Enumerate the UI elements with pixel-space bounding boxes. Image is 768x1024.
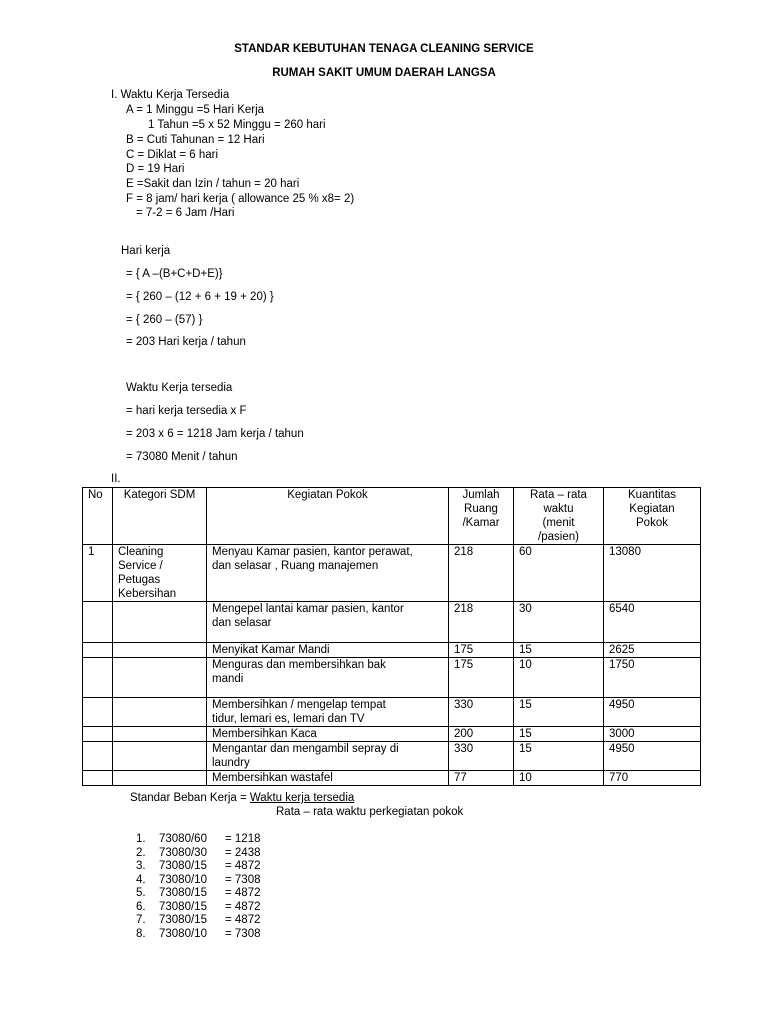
calc-step: = 73080 Menit / tahun — [126, 451, 238, 463]
cell-no — [83, 658, 113, 698]
table-row — [83, 643, 701, 658]
doc-subtitle: RUMAH SAKIT UMUM DAERAH LANGSA — [272, 67, 496, 79]
cell-no: 1 — [83, 545, 113, 602]
calc-item-result: = 4872 — [225, 914, 261, 926]
def-line: = 7-2 = 6 Jam /Hari — [136, 207, 235, 219]
cell-kegiatan — [207, 698, 449, 727]
cell-rata: 10 — [514, 771, 604, 786]
cell-rata: 60 — [514, 545, 604, 602]
table-row — [83, 698, 701, 727]
cell-line: tidur, lemari es, lemari dan TV — [212, 713, 365, 725]
cell-line: Rata – rata — [530, 489, 587, 501]
calc-item-number: 3. — [136, 860, 146, 872]
calc-item-number: 2. — [136, 846, 146, 859]
cell-line: Petugas — [118, 574, 161, 586]
calc-item-result: = 1218 — [225, 833, 261, 845]
calc-item-expression: 73080/15 — [159, 887, 207, 899]
cell-kegiatan — [207, 545, 449, 602]
waktu-label: Waktu Kerja tersedia — [126, 382, 233, 394]
def-line: 1 Tahun =5 x 52 Minggu = 260 hari — [148, 119, 326, 131]
cell-line: Mengantar dan mengambil sepray di — [212, 743, 399, 755]
calc-item-number: 5. — [136, 887, 146, 899]
cell-rata: 30 — [514, 602, 604, 643]
cell-line: Menguras dan membersihkan bak — [212, 659, 386, 671]
standar-label: Standar Beban Kerja = — [130, 792, 250, 804]
calc-item-result: = 4872 — [225, 860, 261, 872]
calc-step: = hari kerja tersedia x F — [126, 405, 247, 417]
def-line: D = 19 Hari — [126, 163, 185, 175]
table-row — [83, 727, 701, 742]
cell-kategori — [113, 698, 207, 727]
cell-rata: 15 — [514, 742, 604, 771]
cell-line: laundry — [212, 757, 250, 769]
cell-line: Service / — [118, 560, 163, 572]
cell-rata: 10 — [514, 658, 604, 698]
calc-step: = 203 Hari kerja / tahun — [126, 336, 246, 348]
cell-kuantitas: 1750 — [604, 658, 701, 698]
calc-step: = { 260 – (12 + 6 + 19 + 20) } — [126, 291, 274, 303]
cell-kuantitas: 3000 — [604, 727, 701, 742]
calc-step: = { 260 – (57) } — [126, 314, 203, 326]
calc-item-result: = 4872 — [225, 900, 261, 913]
calc-item-number: 4. — [136, 873, 146, 886]
calc-item-expression: 73080/10 — [159, 873, 207, 886]
header-kegiatan: Kegiatan Pokok — [207, 488, 449, 545]
cell-kegiatan — [207, 771, 449, 786]
table-header-row — [83, 488, 701, 545]
cell-line: Membersihkan / mengelap tempat — [212, 699, 386, 711]
calc-item-result: = 7308 — [225, 873, 261, 886]
cell-line: Membersihkan wastafel — [212, 772, 333, 784]
hari-kerja-label: Hari kerja — [121, 245, 171, 257]
workload-table — [82, 487, 701, 786]
cell-line: Menyikat Kamar Mandi — [212, 644, 330, 656]
cell-kategori — [113, 602, 207, 643]
cell-kuantitas: 4950 — [604, 698, 701, 727]
cell-line: mandi — [212, 673, 244, 685]
cell-line: /Kamar — [462, 517, 500, 529]
cell-line: (menit — [542, 517, 575, 529]
calc-item-result: = 4872 — [225, 887, 261, 899]
cell-line: Membersihkan Kaca — [212, 728, 317, 740]
cell-kegiatan — [207, 602, 449, 643]
cell-no — [83, 727, 113, 742]
calc-item-expression: 73080/15 — [159, 900, 207, 913]
def-line: B = Cuti Tahunan = 12 Hari — [126, 134, 265, 146]
calc-item-expression: 73080/15 — [159, 860, 207, 872]
cell-rata: 15 — [514, 643, 604, 658]
calc-item-number: 6. — [136, 900, 146, 913]
cell-line: Ruang — [464, 503, 498, 515]
cell-jumlah: 175 — [449, 658, 514, 698]
calc-item-expression: 73080/30 — [159, 846, 207, 859]
calc-step: = 203 x 6 = 1218 Jam kerja / tahun — [126, 428, 304, 440]
cell-kegiatan — [207, 643, 449, 658]
cell-line: Jumlah — [462, 489, 500, 501]
cell-kategori — [113, 545, 207, 602]
table-row — [83, 602, 701, 643]
table-row — [83, 658, 701, 698]
cell-no — [83, 698, 113, 727]
def-line: A = 1 Minggu =5 Hari Kerja — [126, 104, 265, 116]
calc-item-number: 1. — [136, 833, 146, 845]
calc-item-result: = 2438 — [225, 846, 261, 859]
calc-item-result: = 7308 — [225, 927, 261, 940]
cell-line: /pasien) — [538, 531, 579, 543]
cell-kegiatan — [207, 658, 449, 698]
cell-line: dan selasar — [212, 617, 272, 629]
cell-no — [83, 643, 113, 658]
header-no: No — [83, 488, 113, 545]
table-row — [83, 545, 701, 602]
cell-no — [83, 771, 113, 786]
header-kuantitas — [604, 488, 701, 545]
cell-line: Kuantitas — [628, 489, 676, 501]
cell-jumlah: 330 — [449, 698, 514, 727]
section2-heading: II. — [111, 473, 121, 485]
cell-line: Pokok — [636, 517, 668, 529]
cell-jumlah: 200 — [449, 727, 514, 742]
calc-item-number: 8. — [136, 927, 146, 940]
cell-line: Cleaning — [118, 546, 164, 558]
header-rata — [514, 488, 604, 545]
cell-line: waktu — [543, 503, 574, 515]
def-line: E =Sakit dan Izin / tahun = 20 hari — [126, 178, 300, 190]
cell-rata: 15 — [514, 727, 604, 742]
cell-jumlah: 218 — [449, 545, 514, 602]
cell-jumlah: 330 — [449, 742, 514, 771]
standar-denominator: Rata – rata waktu perkegiatan pokok — [276, 806, 464, 818]
cell-kategori — [113, 727, 207, 742]
standar-numerator: Waktu kerja tersedia — [249, 792, 355, 804]
def-line: F = 8 jam/ hari kerja ( allowance 25 % x8= 2) — [126, 193, 355, 205]
cell-jumlah: 175 — [449, 643, 514, 658]
cell-line: dan selasar , Ruang manajemen — [212, 560, 379, 572]
doc-title: STANDAR KEBUTUHAN TENAGA CLEANING SERVICE — [234, 43, 534, 55]
cell-kuantitas: 4950 — [604, 742, 701, 771]
header-kategori: Kategori SDM — [113, 488, 207, 545]
cell-kategori — [113, 658, 207, 698]
cell-kategori — [113, 771, 207, 786]
calc-item-expression: 73080/10 — [159, 927, 207, 940]
cell-line: Menyau Kamar pasien, kantor perawat, — [212, 546, 413, 558]
cell-kuantitas: 2625 — [604, 643, 701, 658]
cell-line: Mengepel lantai kamar pasien, kantor — [212, 603, 404, 615]
cell-jumlah: 218 — [449, 602, 514, 643]
cell-no — [83, 602, 113, 643]
calc-item-expression: 73080/15 — [159, 914, 207, 926]
cell-kegiatan — [207, 742, 449, 771]
standar-formula — [130, 791, 354, 805]
cell-kuantitas: 770 — [604, 771, 701, 786]
section1-heading: I. Waktu Kerja Tersedia — [111, 89, 230, 101]
cell-rata: 15 — [514, 698, 604, 727]
def-line: C = Diklat = 6 hari — [126, 149, 219, 161]
calc-step: = { A –(B+C+D+E)} — [126, 268, 223, 280]
cell-kuantitas: 6540 — [604, 602, 701, 643]
calc-item-number: 7. — [136, 914, 146, 926]
cell-kategori — [113, 643, 207, 658]
table-row — [83, 742, 701, 771]
cell-kategori — [113, 742, 207, 771]
cell-jumlah: 77 — [449, 771, 514, 786]
cell-line: Kegiatan — [629, 503, 675, 515]
calc-item-expression: 73080/60 — [159, 833, 207, 845]
header-jumlah — [449, 488, 514, 545]
cell-line: Kebersihan — [118, 588, 177, 600]
cell-no — [83, 742, 113, 771]
cell-kegiatan — [207, 727, 449, 742]
table-row — [83, 771, 701, 786]
cell-kuantitas: 13080 — [604, 545, 701, 602]
